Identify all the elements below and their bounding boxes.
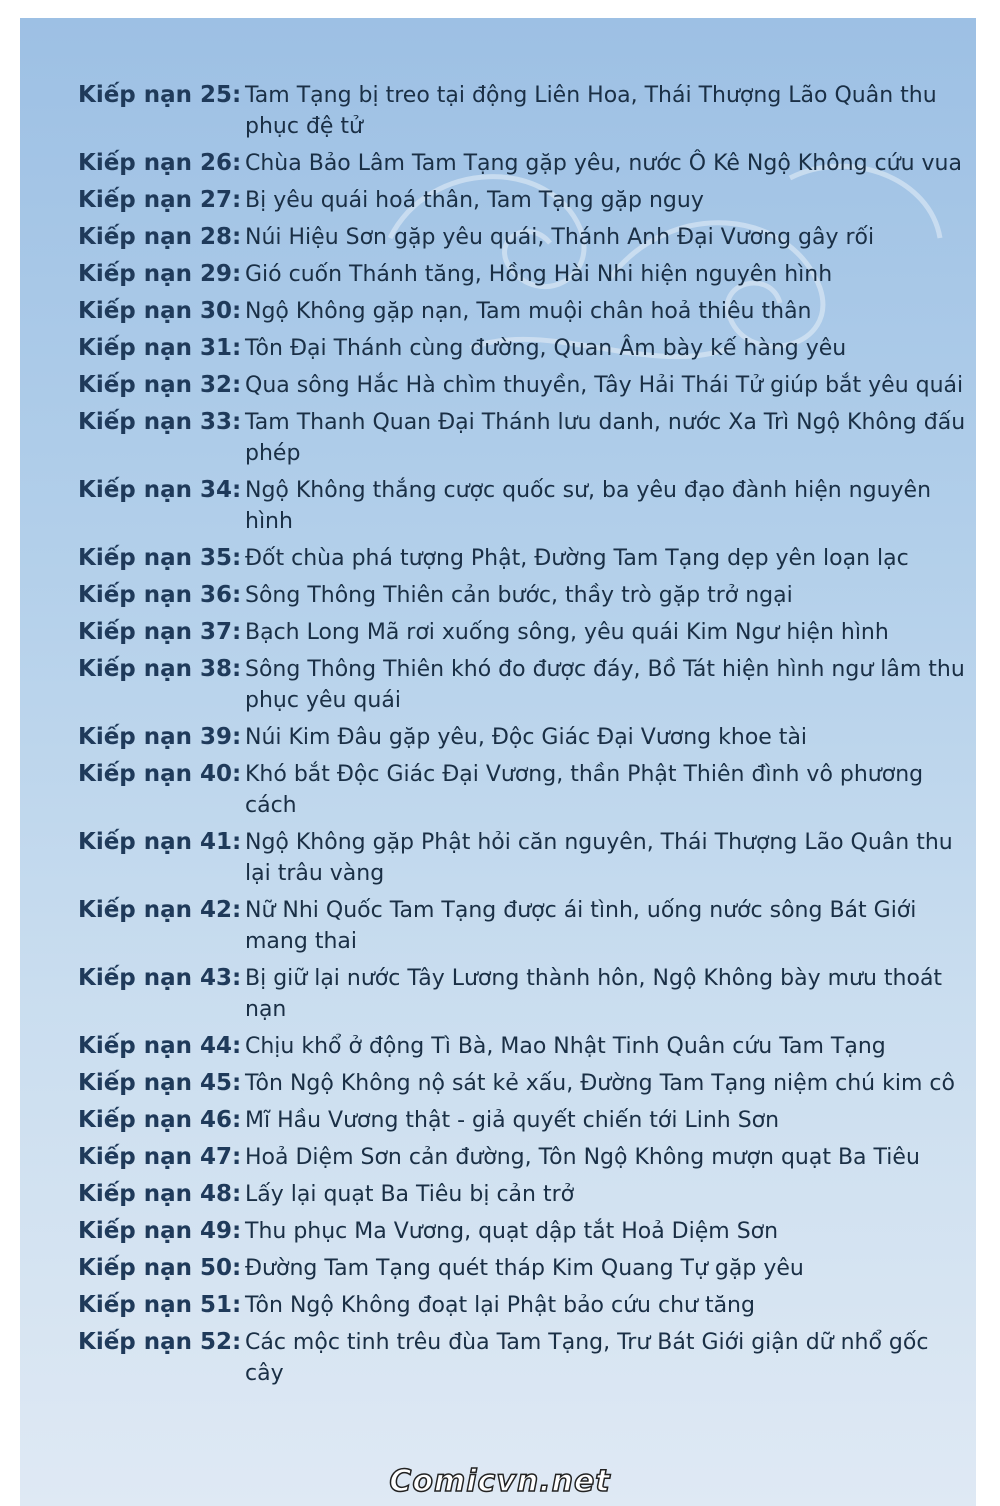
entry-text: Sông Thông Thiên cản bước, thầy trò gặp trở ngại [245, 583, 793, 608]
entry-text: Lấy lại quạt Ba Tiêu bị cản trở [245, 1182, 575, 1207]
entry-label: Kiếp nạn 51: [78, 1292, 242, 1318]
entry-label: Kiếp nạn 33: [78, 409, 242, 435]
entry-text: Qua sông Hắc Hà chìm thuyền, Tây Hải Thái Tử giúp bắt yêu quái [245, 373, 964, 398]
list-item [78, 1179, 968, 1210]
list-item [78, 407, 968, 469]
entry-label: Kiếp nạn 36: [78, 582, 242, 608]
list-item [78, 654, 968, 716]
entry-label: Kiếp nạn 25: [78, 82, 242, 108]
entry-label: Kiếp nạn 45: [78, 1070, 242, 1096]
entry-text: Núi Hiệu Sơn gặp yêu quái, Thánh Anh Đại Vương gây rối [245, 225, 875, 250]
entry-label: Kiếp nạn 28: [78, 224, 242, 250]
list-item [78, 543, 968, 574]
entry-text: Đốt chùa phá tượng Phật, Đường Tam Tạng dẹp yên loạn lạc [245, 546, 909, 571]
list-item [78, 148, 968, 179]
entry-label: Kiếp nạn 38: [78, 656, 242, 682]
entry-text: Tôn Đại Thánh cùng đường, Quan Âm bày kế hàng yêu [245, 336, 847, 361]
list-item [78, 370, 968, 401]
entry-text: Chịu khổ ở động Tì Bà, Mao Nhật Tinh Quân cứu Tam Tạng [245, 1034, 886, 1059]
entry-text: Núi Kim Đâu gặp yêu, Độc Giác Đại Vương khoe tài [245, 725, 808, 750]
entry-label: Kiếp nạn 39: [78, 724, 242, 750]
entry-text: Mĩ Hầu Vương thật - giả quyết chiến tới Linh Sơn [245, 1108, 780, 1133]
list-item [78, 80, 968, 142]
entry-label: Kiếp nạn 34: [78, 477, 242, 503]
entry-text: Các mộc tinh trêu đùa Tam Tạng, Trư Bát Giới giận dữ nhổ gốc cây [245, 1330, 929, 1386]
entry-text: Nữ Nhi Quốc Tam Tạng được ái tình, uống nước sông Bát Giới mang thai [245, 898, 917, 954]
book-page [20, 18, 976, 1506]
entry-text: Đường Tam Tạng quét tháp Kim Quang Tự gặp yêu [245, 1256, 804, 1281]
tribulation-list [78, 80, 968, 1395]
entry-text: Bị yêu quái hoá thân, Tam Tạng gặp nguy [245, 188, 704, 213]
entry-label: Kiếp nạn 42: [78, 897, 242, 923]
entry-text: Hoả Diệm Sơn cản đường, Tôn Ngộ Không mượn quạt Ba Tiêu [245, 1145, 920, 1170]
entry-text: Tam Tạng bị treo tại động Liên Hoa, Thái Thượng Lão Quân thu phục đệ tử [245, 83, 937, 139]
list-item [78, 475, 968, 537]
entry-text: Bị giữ lại nước Tây Lương thành hôn, Ngộ Không bày mưu thoát nạn [245, 966, 943, 1022]
list-item [78, 1216, 968, 1247]
list-item [78, 895, 968, 957]
list-item [78, 1105, 968, 1136]
list-item [78, 1031, 968, 1062]
entry-label: Kiếp nạn 47: [78, 1144, 242, 1170]
entry-label: Kiếp nạn 49: [78, 1218, 242, 1244]
entry-text: Ngộ Không gặp Phật hỏi căn nguyên, Thái Thượng Lão Quân thu lại trâu vàng [245, 830, 953, 886]
list-item [78, 617, 968, 648]
entry-text: Ngộ Không gặp nạn, Tam muội chân hoả thiêu thân [245, 299, 812, 324]
entry-label: Kiếp nạn 41: [78, 829, 242, 855]
list-item [78, 580, 968, 611]
list-item [78, 963, 968, 1025]
entry-label: Kiếp nạn 52: [78, 1329, 242, 1355]
entry-text: Tôn Ngộ Không đoạt lại Phật bảo cứu chư tăng [245, 1293, 755, 1318]
entry-label: Kiếp nạn 32: [78, 372, 242, 398]
list-item [78, 1253, 968, 1284]
entry-label: Kiếp nạn 46: [78, 1107, 242, 1133]
entry-text: Khó bắt Độc Giác Đại Vương, thần Phật Thiên đình vô phương cách [245, 762, 924, 818]
entry-label: Kiếp nạn 31: [78, 335, 242, 361]
list-item [78, 185, 968, 216]
entry-label: Kiếp nạn 26: [78, 150, 242, 176]
entry-label: Kiếp nạn 40: [78, 761, 242, 787]
entry-label: Kiếp nạn 35: [78, 545, 242, 571]
list-item [78, 827, 968, 889]
entry-label: Kiếp nạn 43: [78, 965, 242, 991]
entry-label: Kiếp nạn 27: [78, 187, 242, 213]
list-item [78, 1142, 968, 1173]
list-item [78, 296, 968, 327]
list-item [78, 1290, 968, 1321]
entry-label: Kiếp nạn 44: [78, 1033, 242, 1059]
site-watermark: Comicvn.net [389, 1464, 611, 1499]
list-item [78, 722, 968, 753]
list-item [78, 222, 968, 253]
entry-label: Kiếp nạn 48: [78, 1181, 242, 1207]
list-item [78, 1068, 968, 1099]
entry-label: Kiếp nạn 29: [78, 261, 242, 287]
entry-text: Sông Thông Thiên khó đo được đáy, Bồ Tát hiện hình ngư lâm thu phục yêu quái [245, 657, 965, 713]
entry-text: Tam Thanh Quan Đại Thánh lưu danh, nước Xa Trì Ngộ Không đấu phép [245, 410, 966, 466]
entry-label: Kiếp nạn 30: [78, 298, 242, 324]
list-item [78, 333, 968, 364]
entry-text: Bạch Long Mã rơi xuống sông, yêu quái Kim Ngư hiện hình [245, 620, 889, 645]
entry-text: Thu phục Ma Vương, quạt dập tắt Hoả Diệm Sơn [245, 1219, 779, 1244]
list-item [78, 759, 968, 821]
entry-text: Tôn Ngộ Không nộ sát kẻ xấu, Đường Tam Tạng niệm chú kim cô [245, 1071, 955, 1096]
entry-text: Chùa Bảo Lâm Tam Tạng gặp yêu, nước Ô Kê Ngộ Không cứu vua [245, 151, 962, 176]
entry-label: Kiếp nạn 50: [78, 1255, 242, 1281]
entry-text: Ngộ Không thắng cược quốc sư, ba yêu đạo đành hiện nguyên hình [245, 478, 932, 534]
entry-label: Kiếp nạn 37: [78, 619, 242, 645]
list-item [78, 1327, 968, 1389]
list-item [78, 259, 968, 290]
entry-text: Gió cuốn Thánh tăng, Hồng Hài Nhi hiện nguyên hình [245, 262, 833, 287]
